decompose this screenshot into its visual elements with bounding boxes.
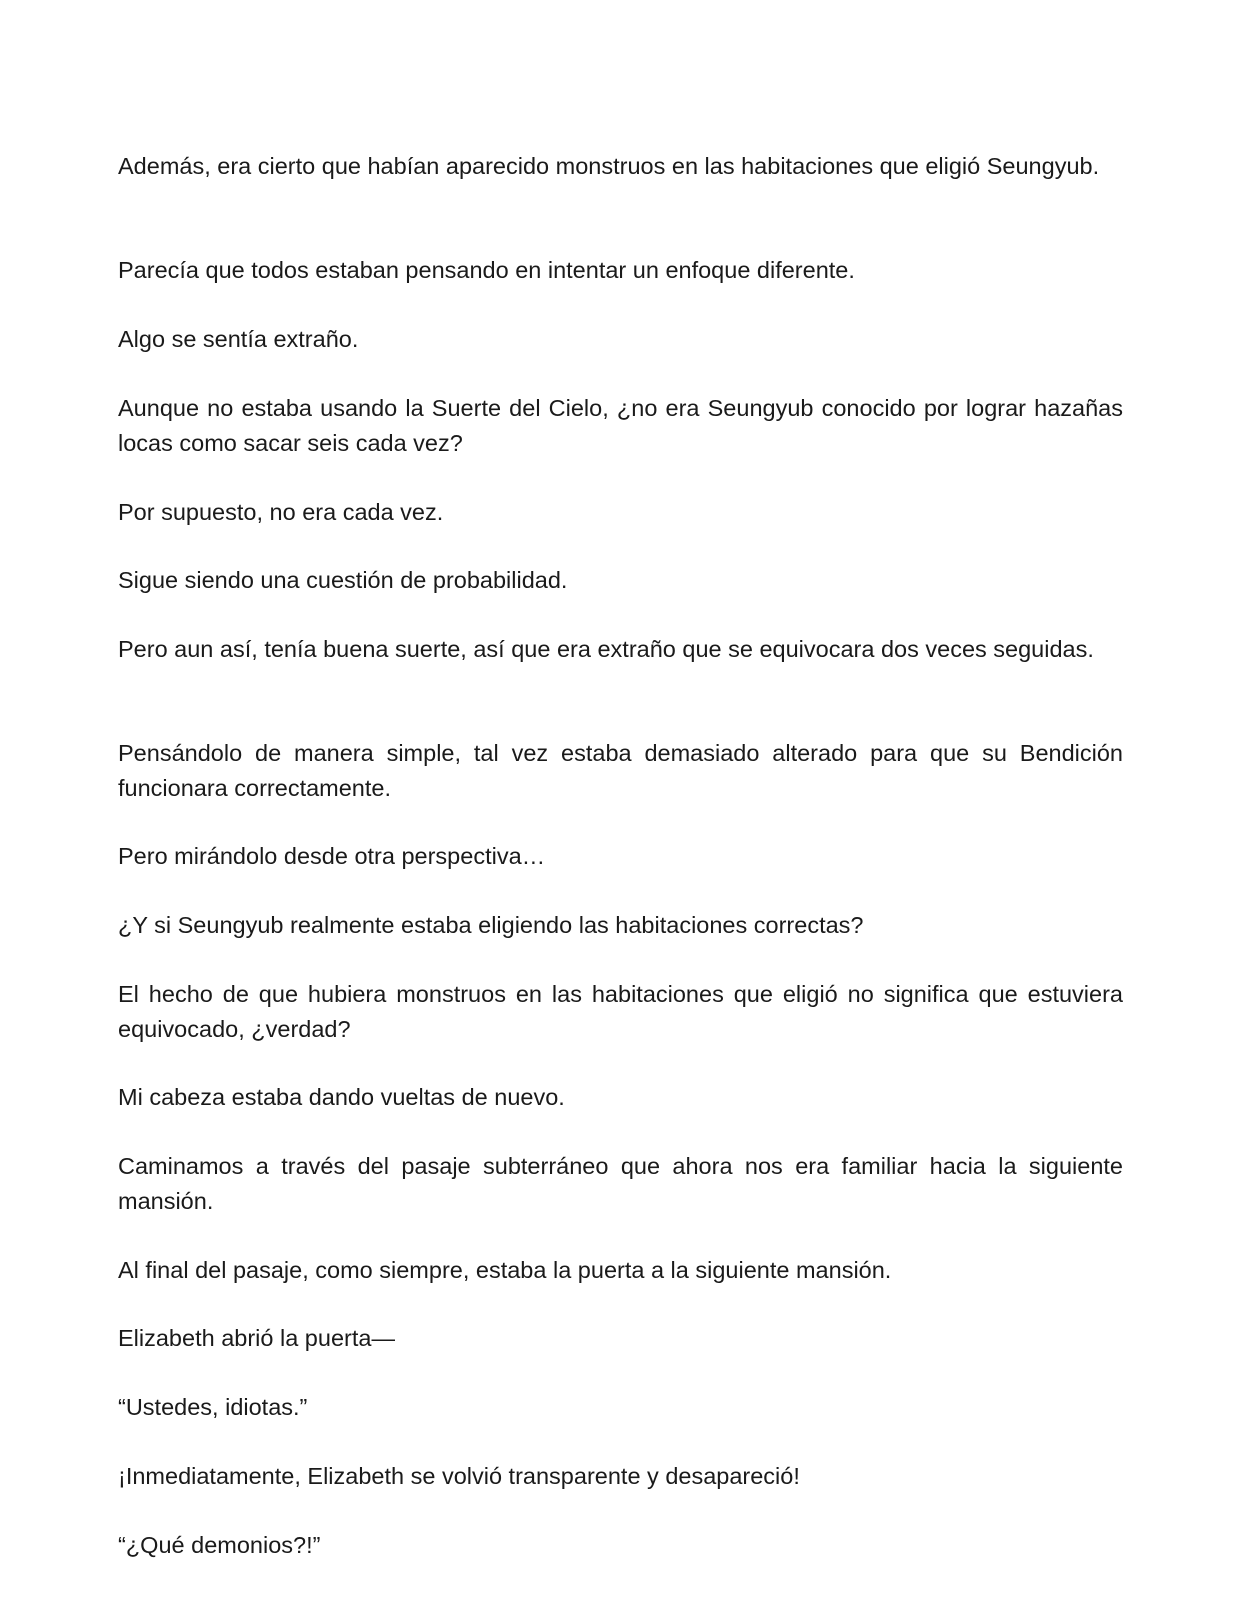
paragraph: Aunque no estaba usando la Suerte del Cielo, ¿no era Seungyub conocido por lograr hazañas locas como sacar seis cada vez? [118, 395, 1123, 456]
paragraph: Pero aun así, tenía buena suerte, así que era extraño que se equivocara dos veces seguidas. [118, 636, 1094, 662]
paragraph: Al final del pasaje, como siempre, estaba la puerta a la siguiente mansión. [118, 1257, 892, 1283]
paragraph: Parecía que todos estaban pensando en intentar un enfoque diferente. [118, 257, 855, 283]
paragraph: Pensándolo de manera simple, tal vez estaba demasiado alterado para que su Bendición funcionara correctamente. [118, 740, 1123, 801]
paragraph: Algo se sentía extraño. [118, 326, 359, 352]
paragraph: El hecho de que hubiera monstruos en las habitaciones que eligió no significa que estuviera equivocado, ¿verdad? [118, 981, 1123, 1042]
paragraph: ¡Inmediatamente, Elizabeth se volvió transparente y desapareció! [118, 1463, 800, 1489]
paragraph: “Ustedes, idiotas.” [118, 1394, 308, 1420]
paragraph: Pero mirándolo desde otra perspectiva… [118, 843, 546, 869]
paragraph: “¿Qué demonios?!” [118, 1532, 321, 1558]
paragraph: Caminamos a través del pasaje subterráneo que ahora nos era familiar hacia la siguiente mansión. [118, 1153, 1123, 1214]
paragraph: Sigue siendo una cuestión de probabilidad. [118, 567, 568, 593]
paragraph: ¿Y si Seungyub realmente estaba eligiendo las habitaciones correctas? [118, 912, 864, 938]
paragraph: Además, era cierto que habían aparecido monstruos en las habitaciones que eligió Seungyub. [118, 153, 1100, 179]
paragraph: Por supuesto, no era cada vez. [118, 499, 444, 525]
paragraph: Mi cabeza estaba dando vueltas de nuevo. [118, 1084, 565, 1110]
paragraph: Elizabeth abrió la puerta— [118, 1325, 395, 1351]
